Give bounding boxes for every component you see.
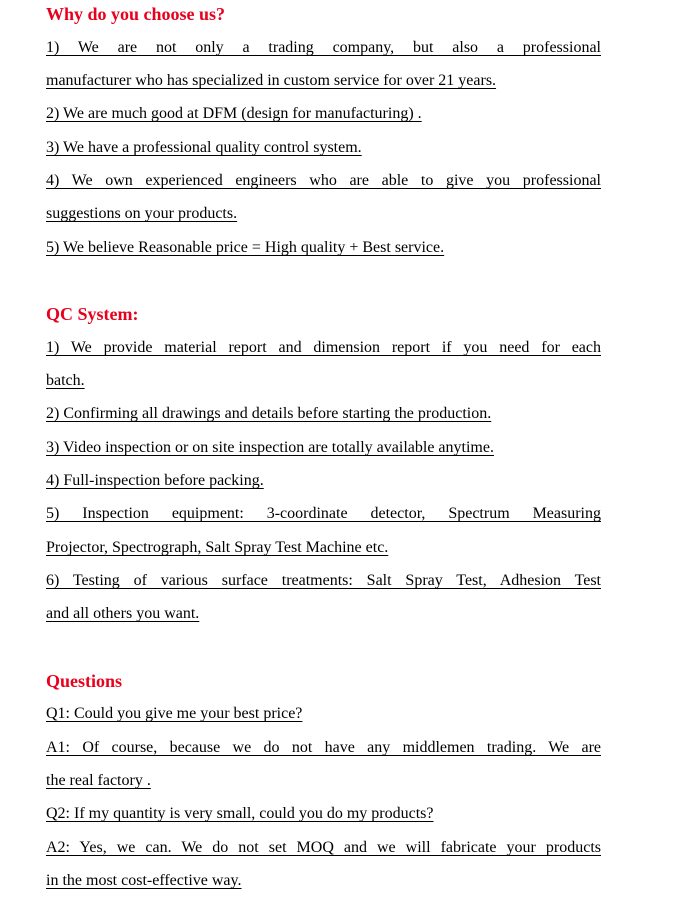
question-line-1: Q1: Could you give me your best price? [46,705,303,722]
qc-line-1: 1) We provide material report and dimension report if you need for each [46,339,601,356]
why-line-4: 3) We have a professional quality control system. [46,139,362,156]
heading-questions: Questions [46,671,123,691]
why-line-1: 1) We are not only a trading company, but also a professional [46,39,601,56]
question-line-2: A1: Of course, because we do not have any middlemen trading. We are [46,739,601,756]
question-line-6: in the most cost-effective way. [46,872,242,889]
why-line-2: manufacturer who has specialized in custom service for over 21 years. [46,72,497,89]
question-line-5: A2: Yes, we can. We do not set MOQ and we will fabricate your products [46,839,601,856]
qc-line-6: 5) Inspection equipment: 3-coordinate detector, Spectrum Measuring [46,505,601,522]
why-line-3: 2) We are much good at DFM (design for manufacturing) . [46,105,422,122]
heading-qc-system: QC System: [46,304,139,324]
qc-line-7: Projector, Spectrograph, Salt Spray Test Machine etc. [46,539,389,556]
qc-line-9: and all others you want. [46,605,200,622]
why-line-6: suggestions on your products. [46,205,238,222]
qc-line-5: 4) Full-inspection before packing. [46,472,264,489]
qc-line-2: batch. [46,372,85,389]
qc-line-3: 2) Confirming all drawings and details before starting the production. [46,405,492,422]
heading-why-choose-us: Why do you choose us? [46,4,226,24]
qc-line-4: 3) Video inspection or on site inspection are totally available anytime. [46,439,494,456]
why-line-7: 5) We believe Reasonable price = High quality + Best service. [46,239,445,256]
question-line-4: Q2: If my quantity is very small, could you do my products? [46,805,434,822]
question-line-3: the real factory . [46,772,151,789]
why-line-5: 4) We own experienced engineers who are able to give you professional [46,172,601,189]
qc-line-8: 6) Testing of various surface treatments: Salt Spray Test, Adhesion Test [46,572,601,589]
